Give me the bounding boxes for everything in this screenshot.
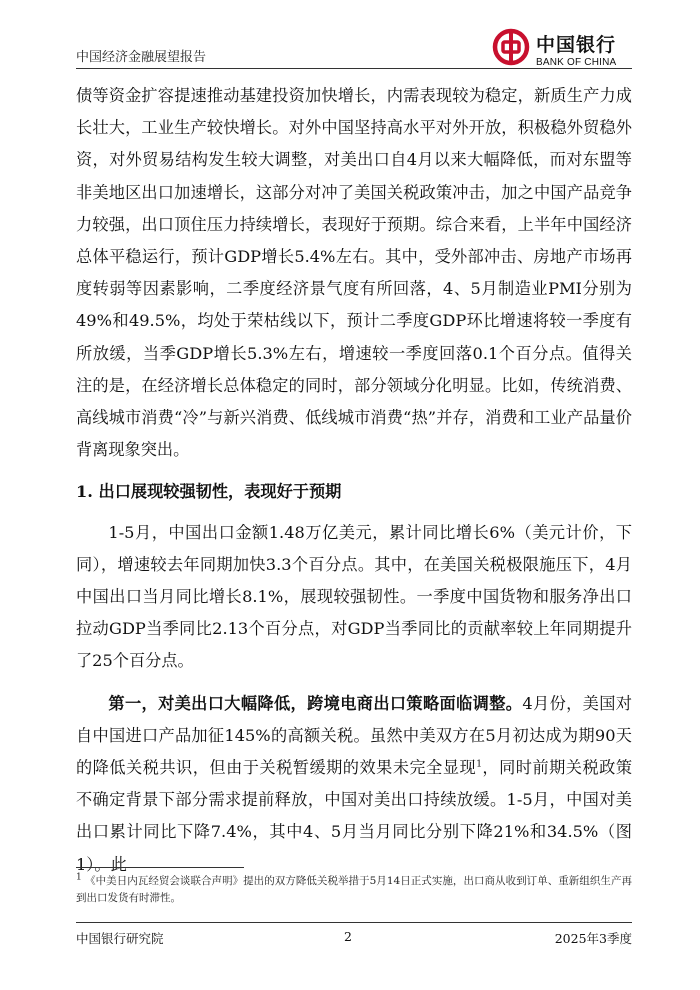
paragraph-3-text-b: ，同时前期关税政策不确定背景下部分需求提前释放，中国对美出口持续放缓。1-5月，中国对美出口累计同比下降7.4%，其中4、5月当月同比分别下降21%和34.5%（图1）。此 bbox=[76, 758, 633, 874]
section-heading: 1. 出口展现较强韧性，表现好于预期 bbox=[76, 482, 342, 502]
footer-divider bbox=[76, 922, 632, 923]
page-number: 2 bbox=[344, 929, 352, 944]
footnote-text: 《中美日内瓦经贸会谈联合声明》提出的双方降低关税举措于5月14日正式实施，出口商从收到订单、重新组织生产再到出口发货有时滞性。 bbox=[76, 875, 632, 904]
bank-of-china-emblem-icon bbox=[492, 28, 530, 66]
footnote-reference: 1 bbox=[476, 759, 482, 770]
footnote-divider bbox=[76, 867, 244, 868]
paragraph-3-text-a: 4月份，美国对自中国进口产品加征145%的高额关税。虽然中美双方在5月初达成为期90天的降低关税共识，但由于关税暂缓期的效果未完全显现 bbox=[76, 693, 632, 778]
page-body bbox=[76, 80, 632, 881]
paragraph-2: 1-5月，中国出口金额1.48万亿美元，累计同比增长6%（美元计价，下同），增速较去年同期加快3.3个百分点。其中，在美国关税极限施压下，4月中国出口当月同比增长8.1%，展现较强韧性。一季度中国货物和服务净出口拉动GDP当季同比2.13个百分点，对GDP当季同比的贡献率较上年同期提升了25个百分点。 bbox=[76, 522, 632, 671]
report-title: 中国经济金融展望报告 bbox=[76, 50, 207, 65]
footer-institute: 中国银行研究院 bbox=[76, 931, 164, 946]
logo-english-name: BANK OF CHINA bbox=[536, 57, 617, 68]
footnote-mark: 1 bbox=[76, 872, 82, 883]
logo-chinese-name: 中国银行 bbox=[536, 34, 617, 56]
footer-quarter: 2025年3季度 bbox=[554, 931, 632, 946]
footnote bbox=[76, 873, 632, 907]
paragraph-1: 债等资金扩容提速推动基建投资加快增长，内需表现较为稳定，新质生产力成长壮大，工业生产较快增长。对外中国坚持高水平对外开放，积极稳外贸稳外资，对外贸易结构发生较大调整，对美出口自4月以来大幅降低，而对东盟等非美地区出口加速增长，这部分对冲了美国关税政策冲击，加之中国产品竞争力较强，出口顶住压力持续增长，表现好于预期。综合来看，上半年中国经济总体平稳运行，预计GDP增长5.4%左右。其中，受外部冲击、房地产市场再度转弱等因素影响，二季度经济景气度有所回落，4、5月制造业PMI分别为49%和49.5%，均处于荣枯线以下，预计二季度GDP环比增速将较一季度有所放缓，当季GDP增长5.3%左右，增速较一季度回落0.1个百分点。值得关注的是，在经济增长总体稳定的同时，部分领域分化明显。比如，传统消费、高线城市消费“冷”与新兴消费、低线城市消费“热”并存，消费和工业产品量价背离现象突出。 bbox=[76, 86, 632, 460]
paragraph-3-lead: 第一，对美出口大幅降低，跨境电商出口策略面临调整。 bbox=[108, 693, 523, 713]
paragraph-3 bbox=[76, 688, 632, 881]
bank-logo bbox=[492, 28, 632, 72]
header-divider bbox=[76, 68, 632, 69]
